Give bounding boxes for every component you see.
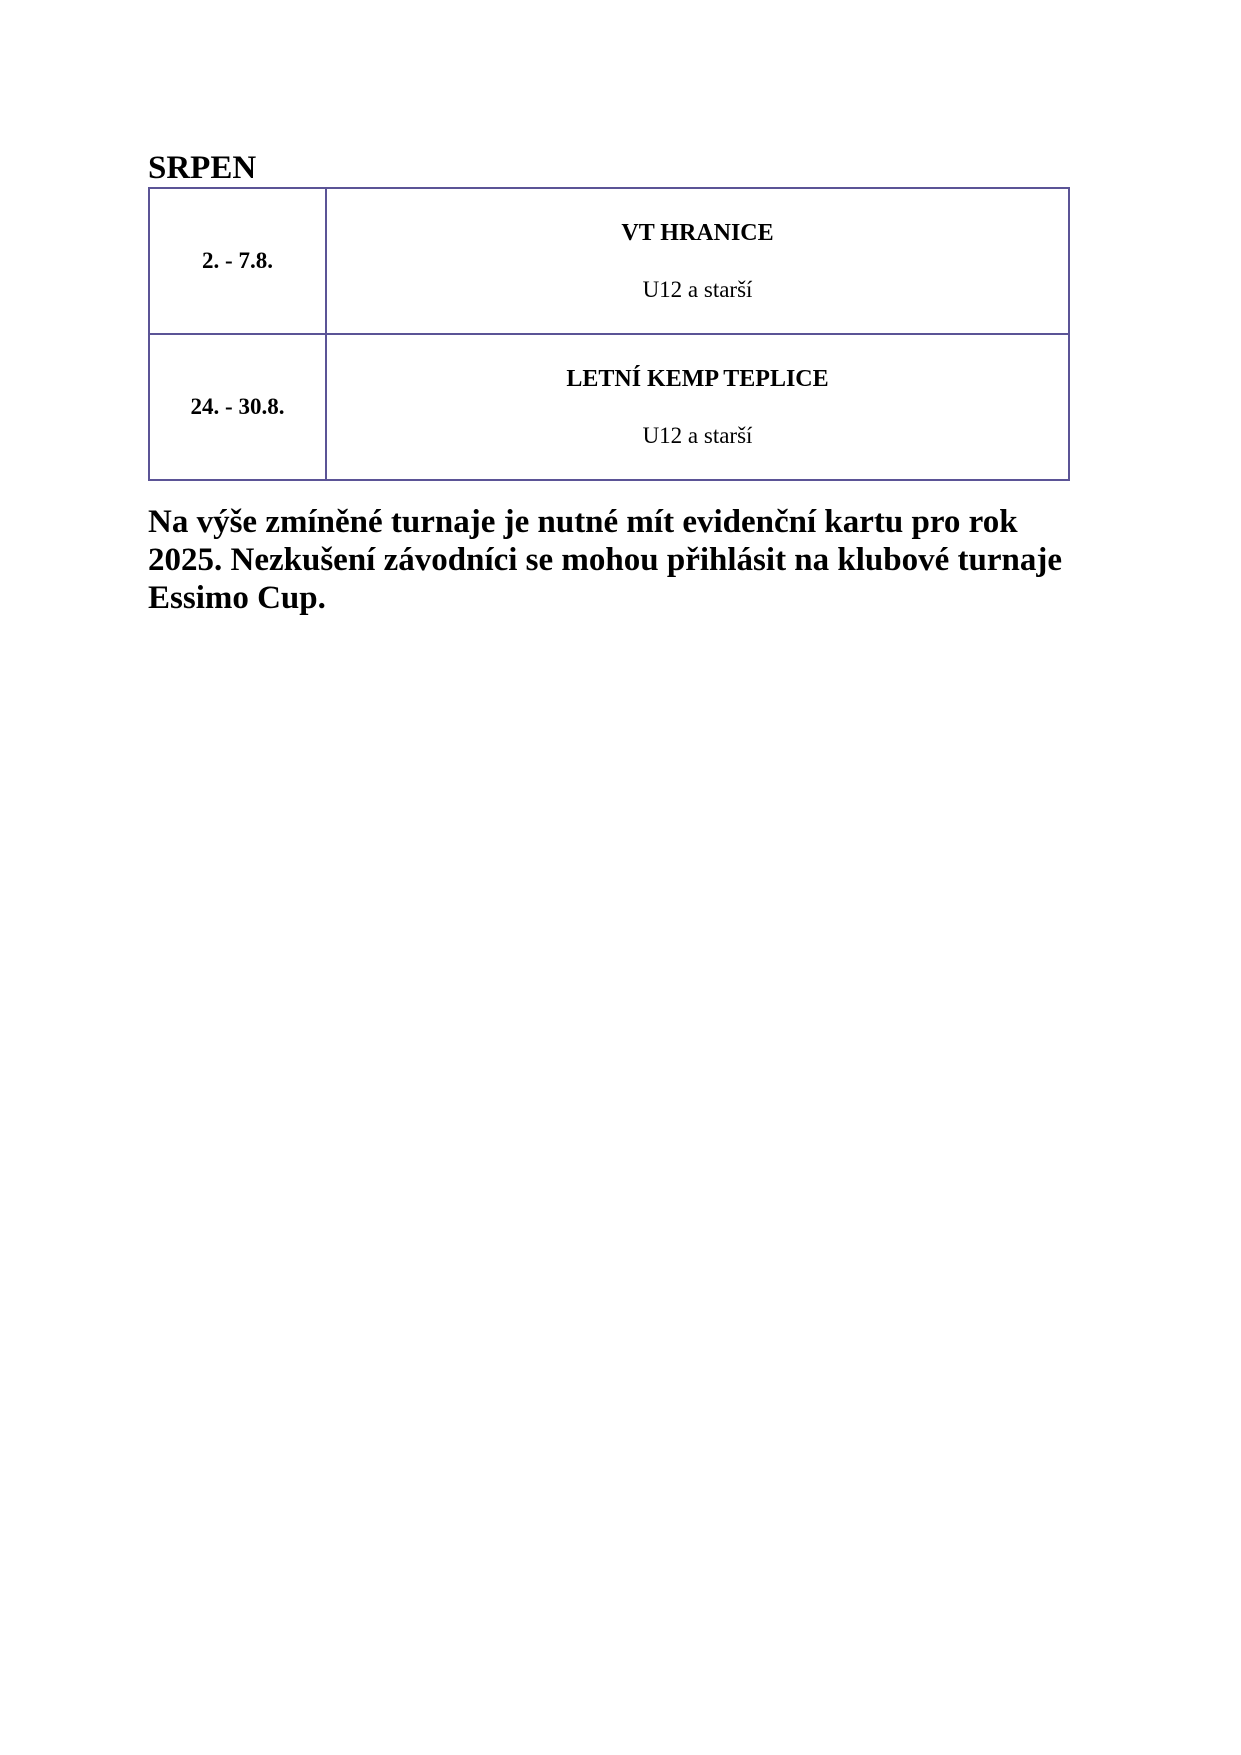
event-name: LETNÍ KEMP TEPLICE <box>566 365 829 392</box>
event-date: 24. - 30.8. <box>149 334 326 480</box>
event-category: U12 a starší <box>642 422 753 448</box>
event-name: VT HRANICE <box>621 219 774 246</box>
event-details <box>326 334 1069 480</box>
registration-note: Na výše zmíněné turnaje je nutné mít evidenční kartu pro rok 2025. Nezkušení závodníci se mohou přihlásit na klubové turnaje Essimo Cup. <box>148 504 1063 616</box>
event-category: U12 a starší <box>642 276 753 302</box>
table-row <box>149 334 1069 480</box>
event-schedule-table <box>148 187 1070 481</box>
month-heading: SRPEN <box>148 150 257 186</box>
table-row <box>149 188 1069 334</box>
event-date: 2. - 7.8. <box>149 188 326 334</box>
event-details <box>326 188 1069 334</box>
